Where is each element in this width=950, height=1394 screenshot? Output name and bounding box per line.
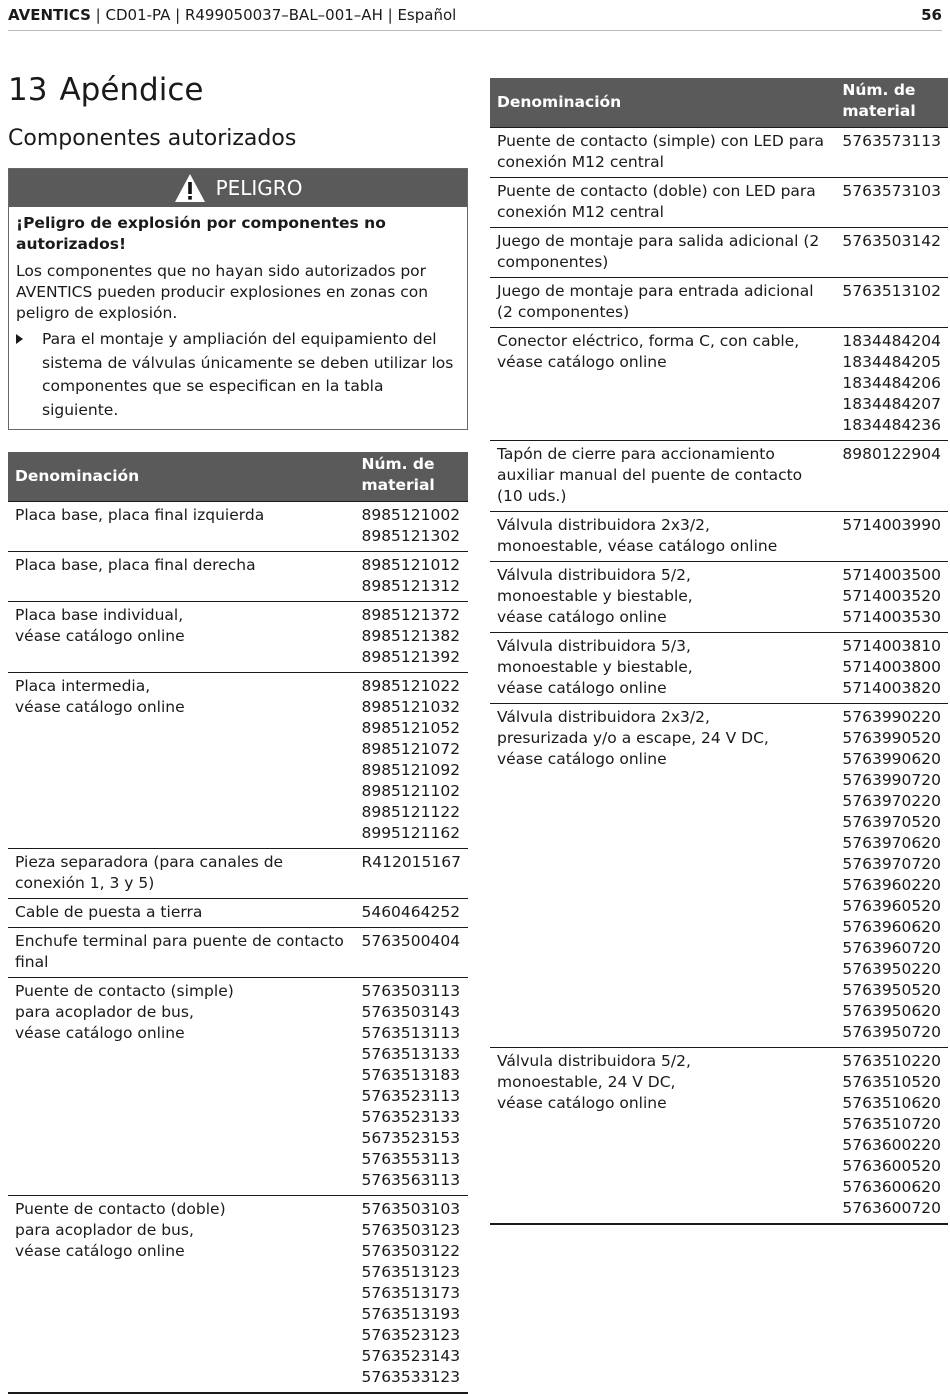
material-number: 5763513102 bbox=[842, 282, 941, 300]
component-name-line: monoestable y biestable, bbox=[497, 587, 693, 605]
components-table-right bbox=[490, 78, 948, 1225]
component-name bbox=[8, 978, 354, 1196]
component-name bbox=[8, 502, 354, 552]
component-name-line: Juego de montaje para entrada adicional (2 componentes) bbox=[497, 282, 814, 321]
material-number: 5763513193 bbox=[361, 1305, 461, 1323]
material-numbers bbox=[835, 441, 948, 512]
table-row bbox=[8, 602, 468, 673]
material-numbers bbox=[354, 928, 468, 978]
material-number: 5714003990 bbox=[842, 516, 941, 534]
material-number: 5763950220 bbox=[842, 960, 941, 978]
table-row bbox=[490, 278, 948, 328]
material-number: 5763960220 bbox=[842, 876, 941, 894]
material-number: 5673523153 bbox=[361, 1129, 461, 1147]
document-info: | CD01-PA | R499050037–BAL–001–AH | Español bbox=[90, 6, 457, 24]
component-name bbox=[490, 278, 835, 328]
material-number: 5763970220 bbox=[842, 792, 941, 810]
component-name bbox=[8, 673, 354, 849]
component-name-line: véase catálogo online bbox=[15, 1242, 185, 1260]
danger-instruction-text: Para el montaje y ampliación del equipamiento del sistema de válvulas únicamente se deben utilizar los componentes que se especifican en la tabla siguiente. bbox=[42, 330, 454, 419]
component-name-line: véase catálogo online bbox=[15, 1024, 185, 1042]
brand-name: AVENTICS bbox=[8, 6, 91, 24]
component-name bbox=[8, 899, 354, 928]
table-row bbox=[8, 673, 468, 849]
material-number: 1834484204 bbox=[842, 332, 941, 350]
material-numbers bbox=[835, 328, 948, 441]
material-number: 8985121092 bbox=[361, 761, 461, 779]
component-name bbox=[490, 704, 835, 1048]
material-numbers bbox=[835, 562, 948, 633]
component-name-line: véase catálogo online bbox=[497, 679, 667, 697]
component-name bbox=[8, 1196, 354, 1394]
material-number: 5714003810 bbox=[842, 637, 941, 655]
material-number: 8985121102 bbox=[361, 782, 461, 800]
material-number: 8985121392 bbox=[361, 648, 461, 666]
material-number: 8980122904 bbox=[842, 445, 941, 463]
table-row bbox=[490, 1048, 948, 1225]
material-number: 5763990520 bbox=[842, 729, 941, 747]
component-name-line: véase catálogo online bbox=[497, 1094, 667, 1112]
component-name bbox=[490, 512, 835, 562]
component-name bbox=[8, 552, 354, 602]
material-number: 5763513183 bbox=[361, 1066, 461, 1084]
material-number: 5763510520 bbox=[842, 1073, 941, 1091]
material-number: 5763563113 bbox=[361, 1171, 461, 1189]
material-numbers bbox=[835, 278, 948, 328]
table-row bbox=[8, 1196, 468, 1394]
material-number: 5763573113 bbox=[842, 132, 941, 150]
component-name-line: para acoplador de bus, bbox=[15, 1221, 194, 1239]
material-numbers bbox=[354, 502, 468, 552]
material-number: 5763960620 bbox=[842, 918, 941, 936]
table-row bbox=[490, 178, 948, 228]
table-row bbox=[490, 228, 948, 278]
table-header-row bbox=[8, 452, 468, 502]
table-row bbox=[490, 633, 948, 704]
column-header-material: Núm. de material bbox=[354, 452, 468, 502]
component-name-line: Conector eléctrico, forma C, con cable, véase catálogo online bbox=[497, 332, 800, 371]
material-number: 5714003820 bbox=[842, 679, 941, 697]
danger-notice bbox=[8, 168, 468, 430]
component-name-line: monoestable y biestable, bbox=[497, 658, 693, 676]
component-name-line: Válvula distribuidora 5/2, bbox=[497, 1052, 691, 1070]
table-row bbox=[8, 552, 468, 602]
table-row bbox=[490, 512, 948, 562]
material-number: 5714003800 bbox=[842, 658, 941, 676]
material-number: 1834484207 bbox=[842, 395, 941, 413]
components-table-left bbox=[8, 452, 468, 1394]
material-numbers bbox=[835, 228, 948, 278]
material-number: 1834484205 bbox=[842, 353, 941, 371]
material-number: 5763600520 bbox=[842, 1157, 941, 1175]
component-name-line: Placa base, placa final derecha bbox=[15, 556, 256, 574]
danger-instruction bbox=[16, 328, 460, 422]
component-name bbox=[8, 849, 354, 899]
component-name bbox=[490, 178, 835, 228]
section-title bbox=[8, 70, 468, 110]
component-name-line: para acoplador de bus, bbox=[15, 1003, 194, 1021]
material-number: 8985121032 bbox=[361, 698, 461, 716]
material-number: 5763970620 bbox=[842, 834, 941, 852]
danger-title: ¡Peligro de explosión por componentes no autorizados! bbox=[16, 214, 386, 253]
section-number: 13 bbox=[8, 72, 48, 108]
material-number: 5763970720 bbox=[842, 855, 941, 873]
material-number: 8985121302 bbox=[361, 527, 461, 545]
material-number: 5763503113 bbox=[361, 982, 461, 1000]
component-name bbox=[490, 1048, 835, 1225]
material-number: 8985121002 bbox=[361, 506, 461, 524]
material-number: 5763960520 bbox=[842, 897, 941, 915]
component-name-line: Cable de puesta a tierra bbox=[15, 903, 203, 921]
material-number: 8995121162 bbox=[361, 824, 461, 842]
component-name-line: presurizada y/o a escape, 24 V DC, bbox=[497, 729, 769, 747]
component-name-line: Placa intermedia, bbox=[15, 677, 151, 695]
component-name-line: Placa base, placa final izquierda bbox=[15, 506, 265, 524]
material-number: 5763513173 bbox=[361, 1284, 461, 1302]
column-header-name: Denominación bbox=[490, 78, 835, 128]
material-number: R412015167 bbox=[361, 853, 461, 871]
component-name-line: Enchufe terminal para puente de contacto final bbox=[15, 932, 344, 971]
material-number: 5460464252 bbox=[361, 903, 461, 921]
page-header bbox=[8, 0, 942, 31]
material-number: 5763503123 bbox=[361, 1221, 461, 1239]
bullet-arrow-icon bbox=[16, 334, 23, 344]
material-number: 5763503103 bbox=[361, 1200, 461, 1218]
component-name-line: monoestable, véase catálogo online bbox=[497, 537, 778, 555]
component-name-line: Puente de contacto (simple) bbox=[15, 982, 234, 1000]
component-name bbox=[8, 928, 354, 978]
material-numbers bbox=[354, 552, 468, 602]
material-number: 5763510720 bbox=[842, 1115, 941, 1133]
table-row bbox=[8, 899, 468, 928]
danger-text: Los componentes que no hayan sido autorizados por AVENTICS pueden producir explosiones en zonas con peligro de explosión. bbox=[16, 262, 429, 322]
material-number: 5763960720 bbox=[842, 939, 941, 957]
material-number: 5763500404 bbox=[361, 932, 461, 950]
warning-triangle-icon bbox=[174, 173, 206, 203]
material-number: 5763600220 bbox=[842, 1136, 941, 1154]
material-number: 5763970520 bbox=[842, 813, 941, 831]
component-name-line: Válvula distribuidora 2x3/2, bbox=[497, 708, 710, 726]
material-number: 5763950520 bbox=[842, 981, 941, 999]
material-number: 8985121052 bbox=[361, 719, 461, 737]
material-numbers bbox=[835, 178, 948, 228]
left-column bbox=[8, 70, 468, 1394]
material-number: 5763523123 bbox=[361, 1326, 461, 1344]
material-numbers bbox=[835, 633, 948, 704]
material-number: 5763950620 bbox=[842, 1002, 941, 1020]
material-number: 5763510220 bbox=[842, 1052, 941, 1070]
material-number: 5763990620 bbox=[842, 750, 941, 768]
material-number: 8985121022 bbox=[361, 677, 461, 695]
table-row bbox=[490, 328, 948, 441]
table-row bbox=[8, 928, 468, 978]
component-name-line: Juego de montaje para salida adicional (2 componentes) bbox=[497, 232, 820, 271]
material-numbers bbox=[835, 128, 948, 178]
component-name-line: Puente de contacto (simple) con LED para conexión M12 central bbox=[497, 132, 824, 171]
material-numbers bbox=[835, 1048, 948, 1225]
section-title-text: Apéndice bbox=[59, 72, 204, 108]
material-numbers bbox=[835, 512, 948, 562]
subsection-title: Componentes autorizados bbox=[8, 126, 297, 151]
component-name-line: Puente de contacto (doble) bbox=[15, 1200, 226, 1218]
page-number: 56 bbox=[921, 6, 942, 24]
material-number: 5763523113 bbox=[361, 1087, 461, 1105]
table-row bbox=[490, 128, 948, 178]
component-name-line: monoestable, 24 V DC, bbox=[497, 1073, 676, 1091]
table-row bbox=[490, 562, 948, 633]
table-row bbox=[8, 502, 468, 552]
material-number: 5763503122 bbox=[361, 1242, 461, 1260]
material-number: 5714003500 bbox=[842, 566, 941, 584]
component-name-line: véase catálogo online bbox=[497, 608, 667, 626]
component-name-line: Placa base individual, bbox=[15, 606, 184, 624]
right-column bbox=[490, 78, 948, 1225]
table-row bbox=[490, 441, 948, 512]
component-name-line: véase catálogo online bbox=[497, 750, 667, 768]
material-number: 5763990720 bbox=[842, 771, 941, 789]
material-number: 8985121382 bbox=[361, 627, 461, 645]
material-number: 5763600720 bbox=[842, 1199, 941, 1217]
component-name bbox=[490, 128, 835, 178]
table-header-row bbox=[490, 78, 948, 128]
material-numbers bbox=[354, 602, 468, 673]
material-numbers bbox=[354, 978, 468, 1196]
material-number: 5763513133 bbox=[361, 1045, 461, 1063]
component-name bbox=[490, 328, 835, 441]
material-number: 5763513113 bbox=[361, 1024, 461, 1042]
component-name bbox=[490, 633, 835, 704]
material-number: 8985121312 bbox=[361, 577, 461, 595]
material-number: 1834484206 bbox=[842, 374, 941, 392]
material-number: 5763503143 bbox=[361, 1003, 461, 1021]
danger-header bbox=[9, 169, 467, 207]
table-row bbox=[8, 978, 468, 1196]
material-number: 5763503142 bbox=[842, 232, 941, 250]
material-numbers bbox=[835, 704, 948, 1048]
component-name-line: Válvula distribuidora 2x3/2, bbox=[497, 516, 710, 534]
material-number: 5763600620 bbox=[842, 1178, 941, 1196]
table-row bbox=[490, 704, 948, 1048]
component-name-line: Puente de contacto (doble) con LED para conexión M12 central bbox=[497, 182, 816, 221]
component-name-line: Pieza separadora (para canales de conexión 1, 3 y 5) bbox=[15, 853, 284, 892]
material-number: 5763523143 bbox=[361, 1347, 461, 1365]
material-number: 8985121372 bbox=[361, 606, 461, 624]
danger-body bbox=[9, 207, 467, 429]
material-number: 5763950720 bbox=[842, 1023, 941, 1041]
component-name bbox=[490, 228, 835, 278]
material-number: 5763573103 bbox=[842, 182, 941, 200]
component-name-line: Válvula distribuidora 5/3, bbox=[497, 637, 691, 655]
material-numbers bbox=[354, 673, 468, 849]
column-header-name: Denominación bbox=[8, 452, 354, 502]
component-name bbox=[490, 562, 835, 633]
material-number: 1834484236 bbox=[842, 416, 941, 434]
column-header-material: Núm. de material bbox=[835, 78, 948, 128]
component-name-line: Válvula distribuidora 5/2, bbox=[497, 566, 691, 584]
material-number: 8985121012 bbox=[361, 556, 461, 574]
material-numbers bbox=[354, 1196, 468, 1394]
component-name-line: véase catálogo online bbox=[15, 627, 185, 645]
material-number: 8985121072 bbox=[361, 740, 461, 758]
material-number: 5714003530 bbox=[842, 608, 941, 626]
material-number: 5763533123 bbox=[361, 1368, 461, 1386]
table-row bbox=[8, 849, 468, 899]
material-number: 5763523133 bbox=[361, 1108, 461, 1126]
material-number: 5714003520 bbox=[842, 587, 941, 605]
material-numbers bbox=[354, 849, 468, 899]
material-number: 5763990220 bbox=[842, 708, 941, 726]
danger-label: PELIGRO bbox=[215, 176, 303, 200]
component-name-line: Tapón de cierre para accionamiento auxiliar manual del puente de contacto (10 uds.) bbox=[497, 445, 803, 505]
material-number: 5763513123 bbox=[361, 1263, 461, 1281]
material-number: 8985121122 bbox=[361, 803, 461, 821]
material-number: 5763553113 bbox=[361, 1150, 461, 1168]
material-number: 5763510620 bbox=[842, 1094, 941, 1112]
component-name-line: véase catálogo online bbox=[15, 698, 185, 716]
component-name bbox=[8, 602, 354, 673]
material-numbers bbox=[354, 899, 468, 928]
component-name bbox=[490, 441, 835, 512]
